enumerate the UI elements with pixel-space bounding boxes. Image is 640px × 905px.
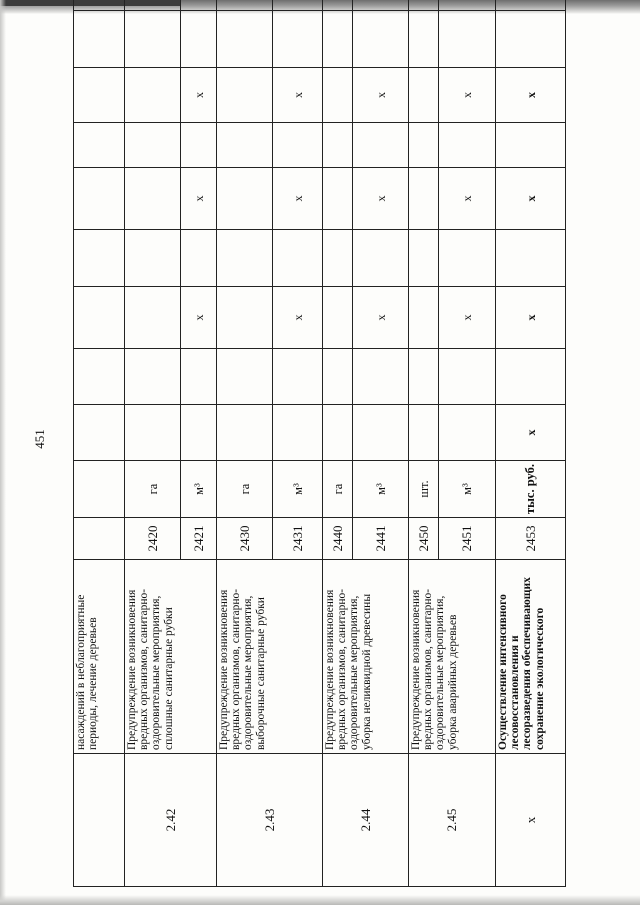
cross-mark: x [439, 168, 496, 230]
value-cell [125, 0, 181, 11]
row-description: Предупреждение возникновения вредных организмов, санитарно-оздоровительные мероприятия, выборочные санитарные рубки [217, 560, 323, 754]
value-cell [323, 123, 353, 168]
cross-mark: x [181, 287, 217, 349]
value-cell [409, 123, 439, 168]
value-cell [217, 168, 273, 230]
cross-mark: x [181, 68, 217, 123]
value-cell [273, 230, 323, 287]
value-cell [125, 123, 181, 168]
row-number-cell [74, 754, 125, 887]
value-cell [439, 230, 496, 287]
cross-mark [273, 0, 323, 11]
row-unit: м³ [353, 461, 409, 518]
row-code: 2421 [181, 518, 217, 560]
cross-mark: x [496, 68, 566, 123]
value-cell [181, 349, 217, 405]
value-cell [217, 11, 273, 68]
value-cell [273, 11, 323, 68]
row-code: 2453 [496, 518, 566, 560]
row-code: 2441 [353, 518, 409, 560]
value-cell [409, 0, 439, 11]
row-unit: тыс. руб. [496, 461, 566, 518]
row-code: 2431 [273, 518, 323, 560]
cross-mark: x [353, 168, 409, 230]
table-row [217, 0, 273, 887]
row-unit: м³ [439, 461, 496, 518]
scan-edge-left [0, 0, 6, 905]
value-cell [496, 123, 566, 168]
forest-activities-table [73, 0, 566, 887]
value-cell [273, 123, 323, 168]
value-cell [217, 405, 273, 461]
value-cell [439, 405, 496, 461]
row-code: 2430 [217, 518, 273, 560]
value-cell [409, 168, 439, 230]
row-description: Предупреждение возникновения вредных организмов, санитарно-оздоровительные мероприятия, уборка неликвидной древесины [323, 560, 409, 754]
value-cell [353, 11, 409, 68]
row-description: Предупреждение возникновения вредных организмов, санитарно-оздоровительные мероприятия, сплошные санитарные рубки [125, 560, 217, 754]
row-number: 2.43 [217, 754, 323, 887]
row-unit: шт. [409, 461, 439, 518]
table-row [409, 0, 439, 887]
cross-mark: x [273, 168, 323, 230]
row-code: 2420 [125, 518, 181, 560]
value-cell [409, 68, 439, 123]
value-cell [74, 68, 125, 123]
value-cell [74, 230, 125, 287]
value-cell [439, 123, 496, 168]
cross-mark: x [273, 287, 323, 349]
value-cell [409, 230, 439, 287]
page-number: 451 [32, 429, 47, 449]
value-cell [217, 287, 273, 349]
value-cell [496, 230, 566, 287]
row-unit: га [323, 461, 353, 518]
row-number: 2.45 [409, 754, 496, 887]
value-cell [409, 349, 439, 405]
unit-cell [74, 461, 125, 518]
row-unit: га [217, 461, 273, 518]
value-cell [125, 168, 181, 230]
cross-mark [181, 0, 217, 11]
value-cell [217, 0, 273, 11]
row-number: 2.42 [125, 754, 217, 887]
value-cell [323, 0, 353, 11]
value-cell [353, 405, 409, 461]
value-cell [323, 68, 353, 123]
value-cell [181, 11, 217, 68]
value-cell [125, 68, 181, 123]
row-number: 2.44 [323, 754, 409, 887]
value-cell [409, 287, 439, 349]
cross-mark [496, 0, 566, 11]
cross-mark: x [353, 68, 409, 123]
value-cell [125, 230, 181, 287]
value-cell [74, 0, 125, 11]
value-cell [353, 123, 409, 168]
rotated-table-wrapper [73, 0, 566, 887]
value-cell [273, 349, 323, 405]
value-cell [409, 405, 439, 461]
value-cell [74, 349, 125, 405]
cross-mark: x [181, 168, 217, 230]
value-cell [74, 123, 125, 168]
value-cell [125, 405, 181, 461]
row-unit: га [125, 461, 181, 518]
table-row [496, 0, 566, 887]
code-cell [74, 518, 125, 560]
value-cell [181, 405, 217, 461]
value-cell [496, 11, 566, 68]
value-cell [409, 11, 439, 68]
row-description: насаждений в неблагоприятные периоды, лечение деревьев [74, 560, 125, 754]
cross-mark: x [439, 68, 496, 123]
value-cell [273, 405, 323, 461]
value-cell [353, 349, 409, 405]
value-cell [125, 11, 181, 68]
cross-mark [439, 0, 496, 11]
value-cell [496, 349, 566, 405]
value-cell [323, 287, 353, 349]
value-cell [217, 123, 273, 168]
value-cell [323, 405, 353, 461]
table-row [74, 0, 125, 887]
cross-mark: x [353, 287, 409, 349]
value-cell [323, 349, 353, 405]
row-description: Предупреждение возникновения вредных организмов, санитарно-оздоровительные мероприятия, уборка аварийных деревьев [409, 560, 496, 754]
cross-mark: x [439, 287, 496, 349]
value-cell [217, 68, 273, 123]
row-number: x [496, 754, 566, 887]
row-unit: м³ [181, 461, 217, 518]
row-description: Осуществление интенсивного лесовосстановления и лесоразведения обеспечивающих сохранение экологического [496, 560, 566, 754]
cross-mark: x [496, 168, 566, 230]
value-cell [323, 230, 353, 287]
row-code: 2450 [409, 518, 439, 560]
value-cell [181, 230, 217, 287]
row-code: 2451 [439, 518, 496, 560]
value-cell [181, 123, 217, 168]
value-cell [353, 230, 409, 287]
value-cell [74, 11, 125, 68]
row-code: 2440 [323, 518, 353, 560]
table-row [125, 0, 181, 887]
value-cell [323, 11, 353, 68]
value-cell [323, 168, 353, 230]
value-cell [439, 349, 496, 405]
cross-mark [353, 0, 409, 11]
value-cell [74, 287, 125, 349]
cross-mark: x [496, 405, 566, 461]
row-unit: м³ [273, 461, 323, 518]
table-row [323, 0, 353, 887]
value-cell [439, 11, 496, 68]
value-cell [125, 349, 181, 405]
value-cell [217, 230, 273, 287]
value-cell [74, 168, 125, 230]
value-cell [217, 349, 273, 405]
cross-mark: x [273, 68, 323, 123]
scan-edge-bottom [0, 895, 640, 905]
cross-mark: x [496, 287, 566, 349]
value-cell [74, 405, 125, 461]
value-cell [125, 287, 181, 349]
